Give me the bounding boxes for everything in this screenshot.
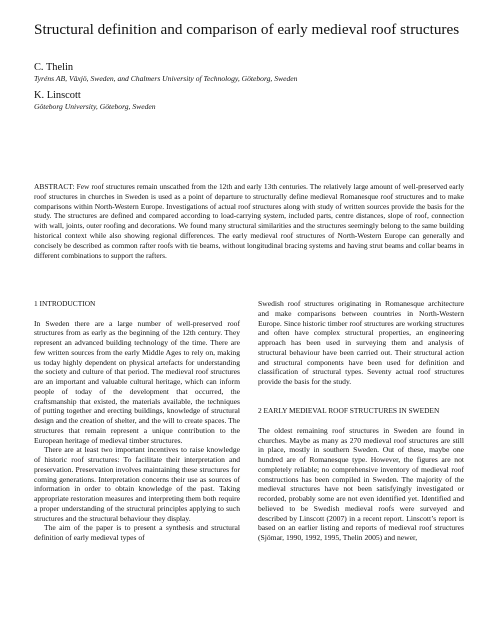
paragraph: The aim of the paper is to present a synthesis and structural definition of early medieval types of <box>34 523 240 543</box>
paragraph: Swedish roof structures originating in Romanesque architecture and make comparisons between countries in North-Western Europe. Since historic timber roof structures are working structures and often have complex structural properties, an engineering approach has been used in surveying them and analysis of structural behaviour have been carried out. Their structural action and structural components have been used for definition and classification of structural types. Seventy actual roof structures provide the basis for the study. <box>258 299 464 386</box>
author-name-2: K. Linscott <box>34 90 81 101</box>
author-affiliation-2: Göteborg University, Göteborg, Sweden <box>34 102 156 111</box>
paragraph: In Sweden there are a large number of well-preserved roof structures from as early as the beginning of the 12th century. They represent an advanced building technology of the time. There are few written sources from the early Middle Ages to rely on, making us today highly dependent on physical artefacts for understanding the society and culture of that period. The medieval roof structures are an important and valuable cultural heritage, which can inform people of today of the development that occurred, the craftsmanship that existed, the materials available, the techniques of putting together and erecting buildings, knowledge of structural design and the creation of shelter, and the will to create spaces. The structures that remain represent a unique contribution to the European heritage of medieval timber structures. <box>34 318 240 445</box>
section-heading-early-medieval: 2 EARLY MEDIEVAL ROOF STRUCTURES IN SWEDEN <box>258 406 440 416</box>
paper-title: Structural definition and comparison of early medieval roof structures <box>34 21 460 38</box>
left-column <box>34 299 240 543</box>
paragraph: The oldest remaining roof structures in Sweden are found in churches. Maybe as many as 270 medieval roof structures are still in place, mostly in southern Sweden. Out of these, maybe one hundred are of Romanesque type. However, the figures are not completely reliable; no comprehensive inventory of medieval roof constructions has been compiled in Sweden. The majority of the medieval structures have not been satisfyingly investigated or recorded, probably some are not even identified yet. Identified and believed to be Swedish medieval roofs were surveyed and described by Linscott (2007) in a recent report. Linscott’s report is based on an earlier listing and reports of medieval roof structures (Sjömar, 1990, 1992, 1995, Thelin 2005) and newer, <box>258 425 464 543</box>
abstract: ABSTRACT: Few roof structures remain unscathed from the 12th and early 13th centuries. The relatively large amount of well-preserved early roof structures in churches in Sweden is used as a point of departure to structurally define medieval Romanesque roof structures and to make comparisons within North-Western Europe. Investigations of actual roof structures along with study of written sources provide the basis for the study. The structures are defined and compared according to load-carrying system, included parts, centre distances, slope of roof, connection with wall, joints, outer roofing and decorations. We found many structural similarities and the structures seemingly belong to the same building historical context while also showing regional differences. The early medieval roof structures of North-Western Europe can generally and concisely be described as common rafter roofs with tie beams, without longitudinal bracing systems and having strut beams and collar beams in different combinations to support the rafters. <box>34 182 464 260</box>
paragraph: There are at least two important incentives to raise knowledge of historic roof structures: To facilitate their interpretation and preservation. Preservation involves maintaining these structures for coming generations. Interpretation concerns their use as sources of information in order to obtain knowledge of the past. Taking appropriate restoration measures and interpreting them both require a proper understanding of the structural principles applying to such structures and the structural behaviour they display. <box>34 445 240 523</box>
author-name-1: C. Thelin <box>34 62 74 73</box>
spacer <box>258 397 464 407</box>
section-heading-introduction: 1 INTRODUCTION <box>34 299 96 308</box>
right-column <box>258 299 464 543</box>
spacer <box>258 387 464 397</box>
author-affiliation-1: Tyréns AB, Växjö, Sweden, and Chalmers University of Technology, Göteborg, Sweden <box>34 74 298 83</box>
